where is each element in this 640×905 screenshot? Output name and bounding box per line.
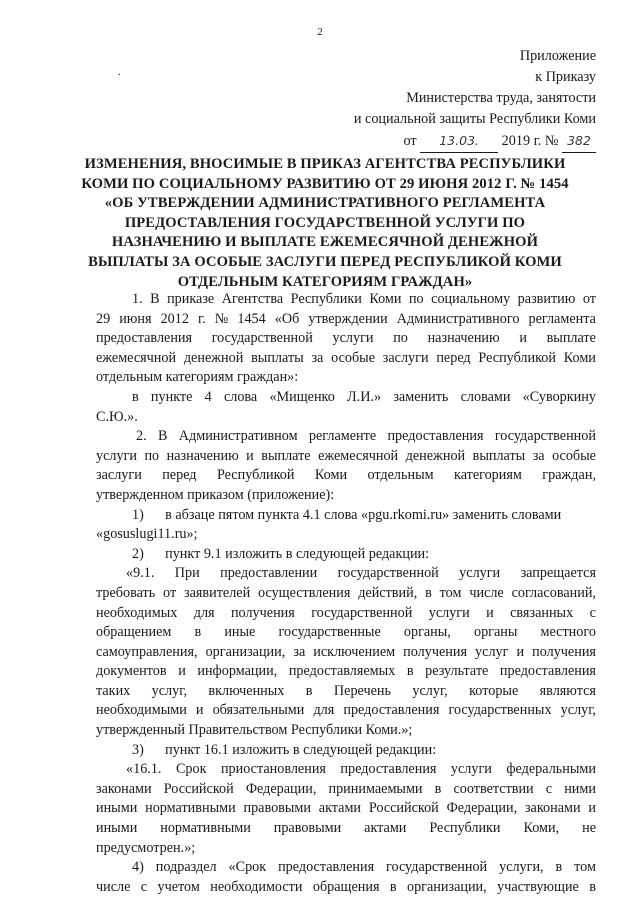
body-line [96, 584, 596, 604]
word: государственной [211, 330, 313, 347]
word: Агентства [221, 291, 284, 307]
word: для [193, 604, 215, 621]
word: 29 [96, 310, 111, 327]
word: от [582, 291, 596, 307]
word: за [311, 349, 324, 366]
word: государственной [311, 604, 413, 621]
word: правовыми [273, 820, 342, 837]
word: осуществления [258, 584, 351, 601]
word: исключением [313, 643, 396, 660]
word: г. [197, 310, 206, 327]
date-prefix: от [403, 133, 417, 149]
word: согласований, [511, 584, 596, 601]
body-line [96, 564, 596, 584]
word: «Мищенко [269, 388, 335, 405]
word: 1. [132, 291, 143, 307]
word: Федерации, [446, 800, 518, 817]
word: в [406, 663, 414, 680]
word: Республики [429, 820, 501, 837]
word: иными [96, 820, 138, 837]
word: 4) [132, 859, 144, 876]
word: действий, [358, 584, 418, 601]
title-line: ОТДЕЛЬНЫМ КАТЕГОРИЯМ ГРАЖДАН» [177, 273, 473, 290]
word: обращением [96, 624, 172, 641]
word: правовыми [243, 800, 311, 817]
body-line: отдельным категориям граждан»: [96, 369, 299, 386]
word: В [157, 428, 168, 445]
word: участвующие [497, 878, 579, 895]
body-line [96, 662, 596, 682]
word: «Суворкину [522, 388, 596, 405]
word: организации, [205, 643, 286, 660]
word: в [434, 780, 442, 797]
word: и [519, 330, 527, 347]
appendix-line-3: Министерства труда, занятости [406, 90, 596, 106]
stray-dot: . [118, 66, 121, 78]
word: законами [524, 800, 581, 817]
word: услуг, [560, 702, 596, 719]
word: отдельным [367, 467, 434, 484]
body-line [96, 701, 596, 721]
word: органы [473, 624, 518, 641]
word: выплате [546, 330, 596, 347]
word: самоуправления, [96, 643, 198, 660]
word: необходимых [96, 604, 178, 621]
word: особые [331, 349, 376, 366]
body-line [96, 447, 596, 467]
word: слова [223, 388, 258, 405]
word: получения [403, 643, 467, 660]
body-line [96, 427, 596, 447]
body-line [96, 329, 596, 349]
word: не [582, 820, 596, 837]
word: с [140, 878, 148, 895]
word: местного [540, 624, 596, 641]
appendix-header [354, 46, 596, 153]
word: «Срок [228, 859, 267, 876]
word: принимаемыми [328, 780, 423, 797]
word: по [144, 447, 160, 464]
body-line [96, 349, 596, 369]
word: Коми [369, 291, 402, 307]
word: перед [162, 467, 197, 484]
word: категориям [454, 467, 522, 484]
word: услуг [475, 643, 509, 660]
word: Республикой [478, 349, 556, 366]
word: При [174, 565, 200, 582]
title-line: КОМИ ПО СОЦИАЛЬНОМУ РАЗВИТИЮ ОТ 29 ИЮНЯ 2012 Г. № 1454 [81, 175, 569, 192]
word: необходимыми [96, 702, 187, 719]
word: учетом [157, 878, 200, 895]
word: Республики [290, 291, 362, 307]
word: и [246, 447, 254, 464]
document-body [96, 290, 596, 897]
word: необходимости [210, 878, 303, 895]
word: предоставления [387, 428, 484, 445]
word: Административном [178, 428, 298, 445]
word: и [195, 702, 204, 719]
body-line: предусмотрен.»; [96, 839, 196, 856]
body-line [96, 819, 596, 839]
word: В [150, 291, 160, 307]
word: Республикой [216, 467, 295, 484]
word: обязательными [212, 702, 305, 719]
word: 1454 [237, 310, 266, 327]
word: государственные [278, 624, 381, 641]
body-line: утвержденном приказом (приложение): [96, 486, 335, 503]
document-title [80, 155, 570, 292]
word: документов [96, 663, 167, 680]
word: предоставляемых [288, 663, 396, 680]
body-line: 1) в абзаце пятом пункта 4.1 слова «pgu.rkomi.ru» заменить словами [132, 506, 562, 523]
word: услуги [332, 330, 374, 347]
word: заслуги [382, 349, 429, 366]
word: нормативными [160, 820, 251, 837]
word: приостановления [220, 761, 326, 778]
word: актами [318, 800, 362, 817]
word: «Об [274, 310, 300, 327]
word: услуги [459, 565, 501, 582]
body-line [96, 604, 596, 624]
word: требовать [96, 584, 156, 601]
body-line [96, 799, 596, 819]
word: ежемесячной [96, 349, 177, 366]
word: по [408, 291, 424, 307]
word: назначению [427, 330, 500, 347]
word: в [425, 584, 432, 601]
word: и [516, 643, 525, 660]
word: которые [469, 682, 519, 699]
word: ними [564, 780, 596, 797]
word: Коми, [523, 820, 560, 837]
word: по [393, 330, 408, 347]
word: «9.1. [126, 565, 155, 582]
body-line [96, 310, 596, 330]
word: выплаты [472, 447, 526, 464]
body-line [96, 466, 596, 486]
word: подраздел [155, 859, 217, 876]
body-line [96, 623, 596, 643]
body-line: С.Ю.». [96, 408, 138, 425]
word: том [574, 859, 596, 876]
word: предоставления [278, 859, 375, 876]
word: актами [364, 820, 407, 837]
word: перед [436, 349, 471, 366]
word: государственной [386, 859, 488, 876]
title-line: ВЫПЛАТЫ ЗА ОСОБЫЕ ЗАСЛУГИ ПЕРЕД РЕСПУБЛИКОЙ КОМИ [88, 253, 562, 270]
word: получения [532, 643, 596, 660]
word: и [588, 800, 596, 817]
handwritten-date: 13.03. [439, 133, 479, 148]
word: социальному [431, 291, 511, 307]
word: связанных [510, 604, 574, 621]
body-line: 2) пункт 9.1 изложить в следующей редакции: [132, 545, 430, 562]
appendix-line-2: к Приказу [535, 69, 596, 85]
title-line: ИЗМЕНЕНИЯ, ВНОСИМЫЕ В ПРИКАЗ АГЕНТСТВА РЕСПУБЛИКИ [84, 156, 566, 172]
date-suffix: 2019 г. № [501, 133, 559, 149]
word: организации, [406, 878, 487, 895]
word: Перечень [333, 682, 391, 699]
word: числе [96, 878, 131, 895]
word: услуги [96, 447, 137, 464]
word: предоставления [96, 330, 193, 347]
word: в [555, 859, 563, 876]
word: являются [539, 682, 596, 699]
appendix-date-line [354, 130, 596, 153]
appendix-line-1: Приложение [519, 48, 596, 64]
word: информации, [197, 663, 278, 680]
word: и [178, 663, 186, 680]
word: числе [469, 584, 504, 601]
word: от [163, 584, 177, 601]
word: регламента [528, 310, 596, 327]
word: особые [552, 447, 596, 464]
word: органы, [403, 624, 451, 641]
appendix-line-4: и социальной защиты Республики Коми [353, 111, 596, 127]
word: денежной [183, 349, 244, 366]
word: 2. [136, 428, 147, 445]
word: словами [460, 388, 511, 405]
word: денежной [405, 447, 466, 464]
word: в [194, 624, 202, 641]
word: иные [224, 624, 256, 641]
word: предоставления [343, 702, 440, 719]
word: предоставления [499, 663, 596, 680]
word: заменить [393, 388, 449, 405]
word: Административного [396, 310, 520, 327]
word: в [132, 388, 139, 405]
word: предоставления [340, 761, 437, 778]
word: в [589, 878, 596, 895]
word: включенных [208, 682, 285, 699]
word: услуг, [151, 682, 187, 699]
word: в [305, 682, 313, 699]
body-line [96, 682, 596, 702]
body-line [96, 760, 596, 780]
word: 2012 [160, 310, 189, 327]
word: заявителей [184, 584, 251, 601]
word: регламенте [308, 428, 377, 445]
word: услуг, [412, 682, 448, 699]
word: с [545, 780, 553, 797]
word: «16.1. [126, 761, 162, 778]
word: 4 [204, 388, 212, 405]
word: за [293, 643, 306, 660]
word: выплаты [251, 349, 304, 366]
word: за [532, 447, 545, 464]
word: Федерации, [245, 780, 317, 797]
word: услуги [450, 761, 492, 778]
word: для [313, 702, 335, 719]
word: граждан, [542, 467, 596, 484]
word: государственной [494, 428, 596, 445]
word: Срок [175, 761, 207, 778]
word: обращения [312, 878, 380, 895]
word: услуги [428, 604, 470, 621]
page-number: 2 [317, 26, 323, 38]
body-line: 3) пункт 16.1 изложить в следующей редакции: [132, 741, 437, 758]
word: Российской [163, 780, 234, 797]
word: ежемесячной [318, 447, 399, 464]
word: результате [425, 663, 489, 680]
word: июня [119, 310, 152, 327]
word: с [589, 604, 596, 621]
body-line [96, 290, 596, 310]
word: соответствии [453, 780, 534, 797]
word: получения [230, 604, 295, 621]
word: выплате [261, 447, 311, 464]
title-line: «ОБ УТВЕРЖДЕНИИ АДМИНИСТРАТИВНОГО РЕГЛАМЕНТА [104, 195, 546, 212]
handwritten-number: 382 [567, 133, 591, 148]
word: таких [96, 682, 131, 699]
word: услуги, [499, 859, 544, 876]
word: Л.И.» [347, 388, 382, 405]
word: иными [96, 800, 138, 817]
word: запрещается [520, 565, 596, 582]
word: том [439, 584, 462, 601]
word: государственных [448, 702, 552, 719]
title-line: НАЗНАЧЕНИЮ И ВЫПЛАТЕ ЕЖЕМЕСЯЧНОЙ ДЕНЕЖНОЙ [111, 234, 539, 251]
word: Российской [368, 800, 439, 817]
word: заслуги [96, 467, 142, 484]
word: Коми [314, 467, 348, 484]
body-line [96, 388, 596, 408]
word: утверждении [308, 310, 388, 327]
word: нормативными [145, 800, 236, 817]
body-line [96, 643, 596, 663]
word: законами [96, 780, 152, 797]
word: приказе [167, 291, 215, 307]
word: пункте [150, 388, 193, 405]
word: предоставлении [220, 565, 318, 582]
body-line [96, 858, 596, 878]
body-line [96, 878, 596, 898]
word: в [389, 878, 397, 895]
word: № [214, 310, 229, 327]
word: Коми [563, 349, 596, 366]
body-line [96, 780, 596, 800]
word: и [486, 604, 494, 621]
word: назначению [166, 447, 239, 464]
body-line: «gosuslugi11.ru»; [96, 526, 198, 543]
body-line: утвержденный Правительством Республики Коми.»; [96, 722, 413, 739]
title-line: ПРЕДОСТАВЛЕНИЯ ГОСУДАРСТВЕННОЙ УСЛУГИ ПО [124, 214, 526, 231]
word: государственной [337, 565, 439, 582]
word: федеральными [506, 761, 596, 778]
word: развитию [517, 291, 576, 307]
